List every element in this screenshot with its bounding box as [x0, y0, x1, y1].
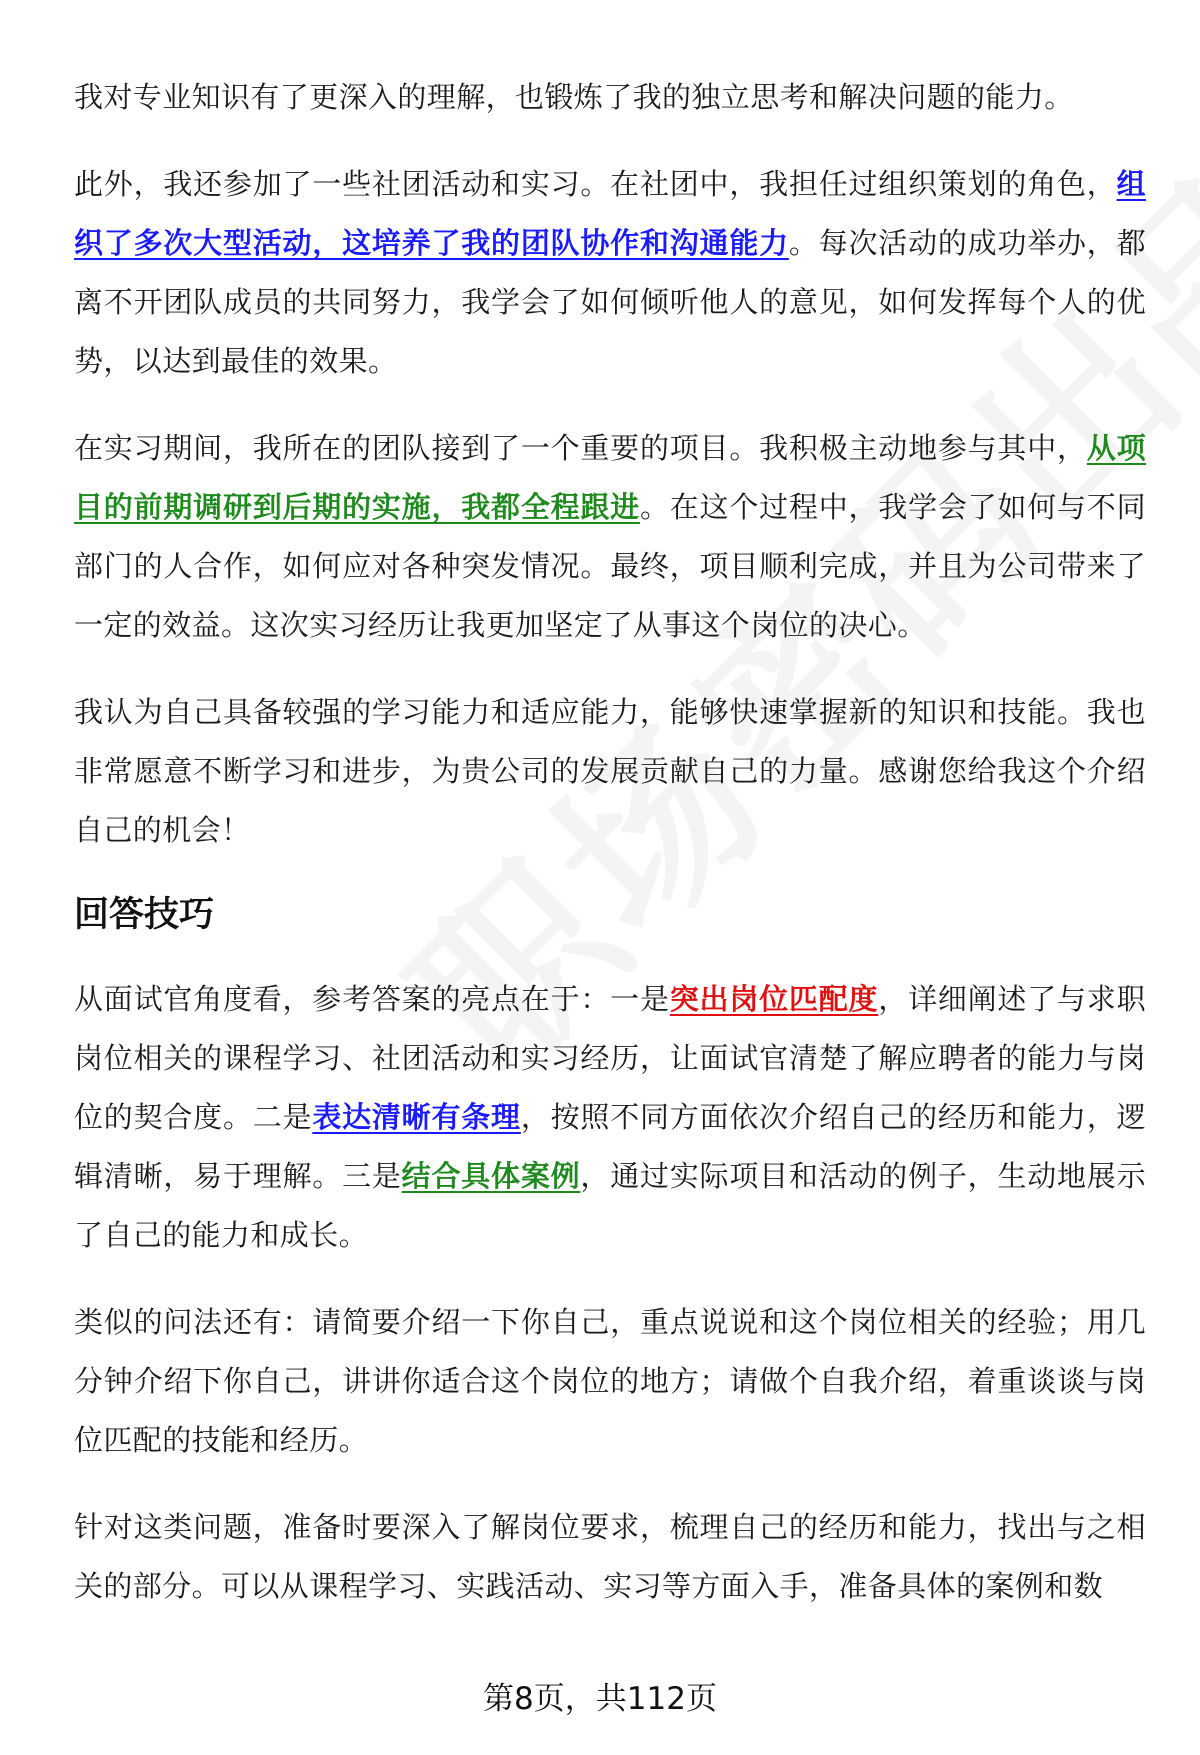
paragraph-2-text-a: 此外，我还参加了一些社团活动和实习。在社团中，我担任过组织策划的角色， [74, 167, 1117, 201]
paragraph-1: 我对专业知识有了更深入的理解，也锻炼了我的独立思考和解决问题的能力。 [74, 80, 1074, 114]
tips-1-text-a: 从面试官角度看，参考答案的亮点在于：一是 [74, 982, 670, 1016]
document-body [74, 68, 1146, 1616]
tips-paragraph-2: 类似的问法还有：请简要介绍一下你自己，重点说说和这个岗位相关的经验；用几分钟介绍下你自己，讲讲你适合这个岗位的地方；请做个自我介绍，着重谈谈与岗位匹配的技能和经历。 [74, 1305, 1146, 1457]
paragraph-2-text-b: 。每次活动的成功举办，都离不开团队成员的共同努力，我学会了如何倾听他人的意见，如何发挥每个人的优势，以达到最佳的效果。 [74, 226, 1146, 378]
highlight-blue-text-2: 表达清晰有条理 [312, 1100, 521, 1134]
tips-1-text-c: ，按照不同方面依次介绍自己的经历和能力，逻辑清晰，易于理解。三是 [74, 1100, 1147, 1193]
tips-1-text-d: ，通过实际项目和活动的例子，生动地展示了自己的能力和成长。 [74, 1159, 1146, 1252]
paragraph-4: 我认为自己具备较强的学习能力和适应能力，能够快速掌握新的知识和技能。我也非常愿意不断学习和进步，为贵公司的发展贡献自己的力量。感谢您给我这个介绍自己的机会！ [74, 695, 1146, 847]
tips-paragraph-1 [74, 970, 1146, 1265]
tips-1-text-b: ，详细阐述了与求职岗位相关的课程学习、社团活动和实习经历，让面试官清楚了解应聘者的能力与岗位的契合度。二是 [74, 982, 1146, 1134]
tips-paragraph-3: 针对这类问题，准备时要深入了解岗位要求，梳理自己的经历和能力，找出与之相关的部分。可以从课程学习、实践活动、实习等方面入手，准备具体的案例和数 [74, 1510, 1146, 1603]
highlight-green-text-2: 结合具体案例 [401, 1159, 581, 1193]
paragraph-3 [74, 419, 1146, 655]
section-heading: 回答技巧 [74, 895, 215, 935]
paragraph-3-text-b: 。在这个过程中，我学会了如何与不同部门的人合作，如何应对各种突发情况。最终，项目顺利完成，并且为公司带来了一定的效益。这次实习经历让我更加坚定了从事这个岗位的决心。 [74, 490, 1146, 642]
highlight-blue-text: 组织了多次大型活动，这培养了我的团队协作和沟通能力 [74, 167, 1146, 260]
highlight-green-text: 从项目的前期调研到后期的实施，我都全程跟进 [74, 431, 1146, 524]
paragraph-3-text-a: 在实习期间，我所在的团队接到了一个重要的项目。我积极主动地参与其中， [74, 431, 1087, 465]
page-footer: 第8页，共112页 [483, 1681, 717, 1717]
highlight-red-text: 突出岗位匹配度 [669, 982, 879, 1016]
paragraph-2 [74, 155, 1146, 391]
